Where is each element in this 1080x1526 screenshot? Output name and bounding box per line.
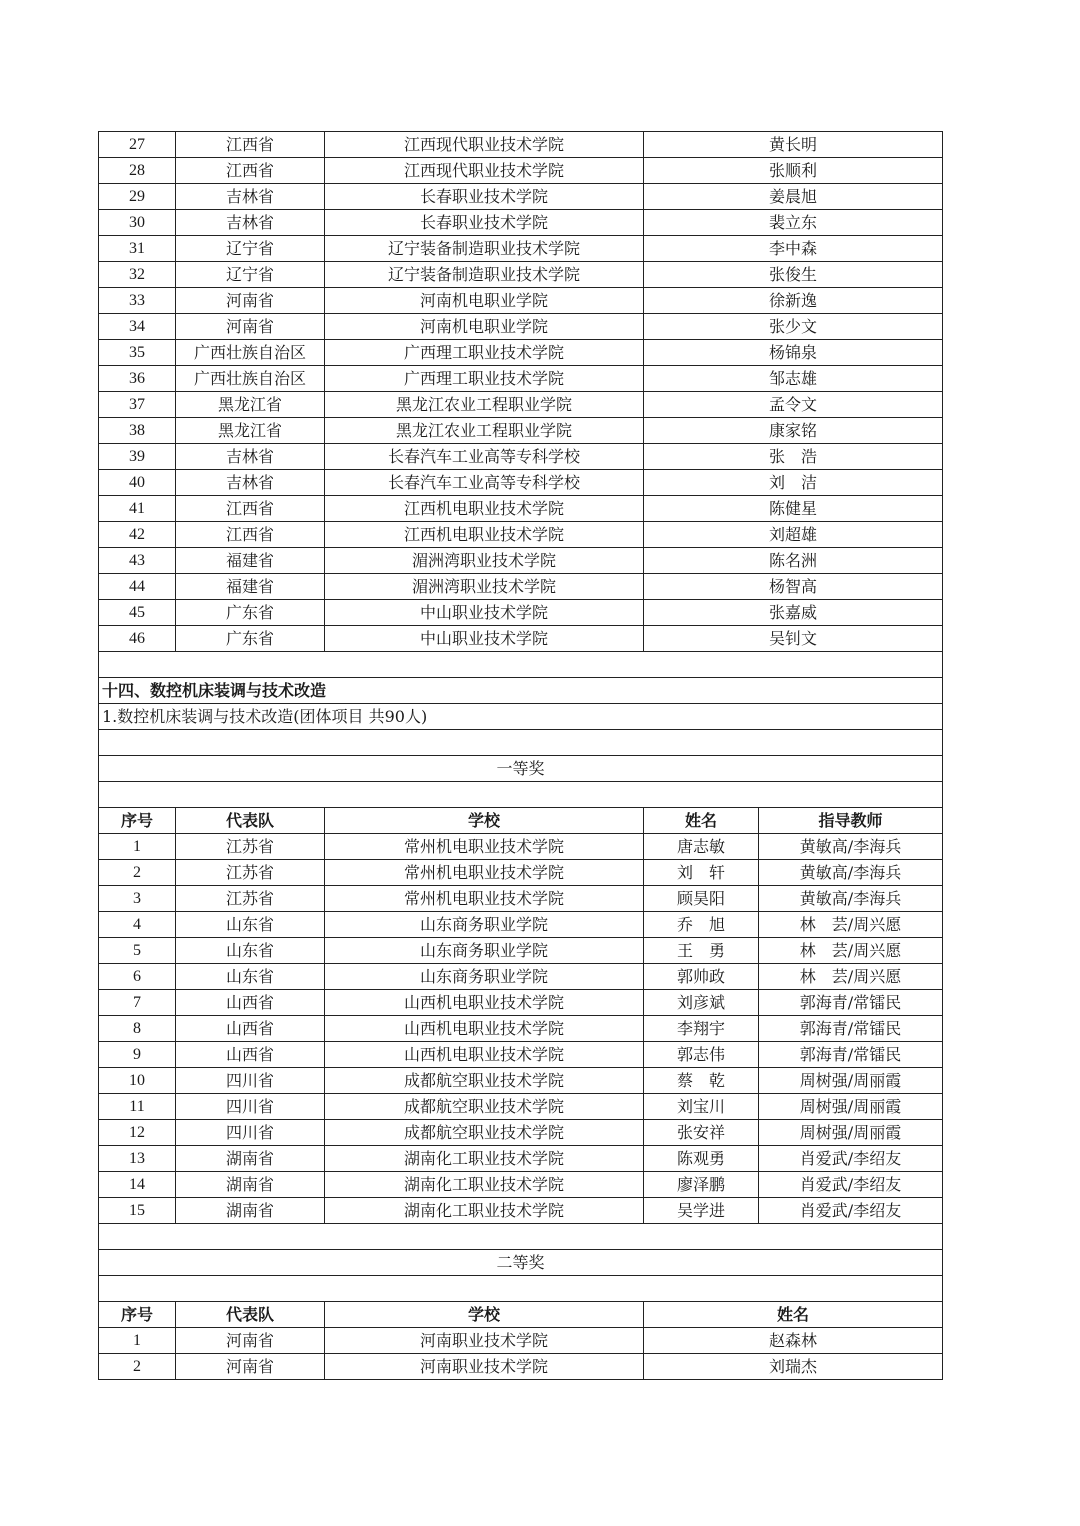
cell-index: 29 — [99, 184, 176, 210]
cell-name: 姜晨旭 — [644, 184, 943, 210]
cell-name: 张安祥 — [644, 1120, 759, 1146]
cell-index: 14 — [99, 1172, 176, 1198]
cell-instructor: 肖爱武/李绍友 — [759, 1146, 943, 1172]
cell-index: 45 — [99, 600, 176, 626]
cell-school: 山西机电职业技术学院 — [325, 1016, 644, 1042]
cell-name: 裴立东 — [644, 210, 943, 236]
cell-school: 长春汽车工业高等专科学校 — [325, 444, 644, 470]
cell-team: 湖南省 — [176, 1146, 325, 1172]
cell-index: 40 — [99, 470, 176, 496]
cell-school: 河南机电职业学院 — [325, 288, 644, 314]
cell-school: 成都航空职业技术学院 — [325, 1094, 644, 1120]
cell-team: 广东省 — [176, 626, 325, 652]
table-row — [99, 184, 943, 210]
blank-row — [99, 1276, 943, 1302]
cell-index: 3 — [99, 886, 176, 912]
cell-name: 吴钊文 — [644, 626, 943, 652]
cell-index: 43 — [99, 548, 176, 574]
table-row — [99, 1068, 943, 1094]
cell-name: 郭帅政 — [644, 964, 759, 990]
cell-school: 长春职业技术学院 — [325, 210, 644, 236]
cell-school: 湄洲湾职业技术学院 — [325, 548, 644, 574]
cell-team: 河南省 — [176, 288, 325, 314]
cell-instructor: 黄敏高/李海兵 — [759, 886, 943, 912]
table-row — [99, 600, 943, 626]
cell-team: 辽宁省 — [176, 236, 325, 262]
cell-instructor: 肖爱武/李绍友 — [759, 1198, 943, 1224]
cell-index: 35 — [99, 340, 176, 366]
cell-name: 刘瑞杰 — [644, 1354, 943, 1380]
cell-team: 广西壮族自治区 — [176, 366, 325, 392]
cell-instructor: 黄敏高/李海兵 — [759, 834, 943, 860]
cell-team: 河南省 — [176, 314, 325, 340]
cell-instructor: 黄敏高/李海兵 — [759, 860, 943, 886]
table-row — [99, 262, 943, 288]
cell-school: 湖南化工职业技术学院 — [325, 1146, 644, 1172]
cell-name: 陈观勇 — [644, 1146, 759, 1172]
cell-instructor: 周树强/周丽霞 — [759, 1094, 943, 1120]
cell-team: 福建省 — [176, 574, 325, 600]
blank-cell — [99, 652, 943, 678]
cell-school: 山东商务职业学院 — [325, 964, 644, 990]
cell-team: 辽宁省 — [176, 262, 325, 288]
cell-school: 黑龙江农业工程职业学院 — [325, 418, 644, 444]
cell-index: 28 — [99, 158, 176, 184]
cell-school: 常州机电职业技术学院 — [325, 860, 644, 886]
cell-school: 辽宁装备制造职业技术学院 — [325, 236, 644, 262]
cell-name: 张嘉威 — [644, 600, 943, 626]
table-row — [99, 132, 943, 158]
cell-team: 山东省 — [176, 912, 325, 938]
blank-row — [99, 652, 943, 678]
table-row — [99, 470, 943, 496]
table-row — [99, 1354, 943, 1380]
blank-row — [99, 782, 943, 808]
cell-instructor: 郭海青/常镭民 — [759, 1042, 943, 1068]
cell-index: 30 — [99, 210, 176, 236]
cell-instructor: 林 芸/周兴愿 — [759, 912, 943, 938]
header-school: 学校 — [325, 1302, 644, 1328]
table-row — [99, 340, 943, 366]
table-row — [99, 366, 943, 392]
cell-school: 广西理工职业技术学院 — [325, 366, 644, 392]
cell-school: 中山职业技术学院 — [325, 600, 644, 626]
cell-team: 吉林省 — [176, 470, 325, 496]
cell-index: 36 — [99, 366, 176, 392]
cell-team: 河南省 — [176, 1354, 325, 1380]
table-row — [99, 418, 943, 444]
cell-team: 山东省 — [176, 938, 325, 964]
cell-school: 辽宁装备制造职业技术学院 — [325, 262, 644, 288]
cell-index: 39 — [99, 444, 176, 470]
table-row — [99, 158, 943, 184]
award-list-body — [99, 132, 943, 1380]
table-row — [99, 522, 943, 548]
table-row — [99, 1328, 943, 1354]
cell-team: 黑龙江省 — [176, 418, 325, 444]
cell-instructor: 郭海青/常镭民 — [759, 1016, 943, 1042]
cell-name: 李翔宇 — [644, 1016, 759, 1042]
cell-index: 10 — [99, 1068, 176, 1094]
cell-school: 河南机电职业学院 — [325, 314, 644, 340]
cell-index: 32 — [99, 262, 176, 288]
header-index: 序号 — [99, 1302, 176, 1328]
cell-index: 42 — [99, 522, 176, 548]
cell-team: 吉林省 — [176, 184, 325, 210]
cell-name: 张 浩 — [644, 444, 943, 470]
table-row — [99, 886, 943, 912]
table-row — [99, 392, 943, 418]
table-row — [99, 860, 943, 886]
cell-name: 刘彦斌 — [644, 990, 759, 1016]
cell-team: 山西省 — [176, 1016, 325, 1042]
cell-name: 邹志雄 — [644, 366, 943, 392]
cell-team: 江西省 — [176, 132, 325, 158]
cell-name: 孟令文 — [644, 392, 943, 418]
cell-name: 刘 轩 — [644, 860, 759, 886]
cell-name: 郭志伟 — [644, 1042, 759, 1068]
cell-name: 刘 洁 — [644, 470, 943, 496]
cell-name: 廖泽鹏 — [644, 1172, 759, 1198]
cell-index: 6 — [99, 964, 176, 990]
cell-index: 9 — [99, 1042, 176, 1068]
header-team: 代表队 — [176, 1302, 325, 1328]
cell-index: 5 — [99, 938, 176, 964]
cell-name: 顾昊阳 — [644, 886, 759, 912]
cell-name: 刘宝川 — [644, 1094, 759, 1120]
cell-team: 福建省 — [176, 548, 325, 574]
cell-school: 湖南化工职业技术学院 — [325, 1198, 644, 1224]
table-row — [99, 938, 943, 964]
first-prize-title: 一等奖 — [99, 756, 943, 782]
cell-team: 吉林省 — [176, 444, 325, 470]
cell-school: 河南职业技术学院 — [325, 1354, 644, 1380]
cell-instructor: 肖爱武/李绍友 — [759, 1172, 943, 1198]
cell-school: 山西机电职业技术学院 — [325, 990, 644, 1016]
header-school: 学校 — [325, 808, 644, 834]
cell-name: 蔡 乾 — [644, 1068, 759, 1094]
cell-team: 湖南省 — [176, 1198, 325, 1224]
cell-name: 陈健星 — [644, 496, 943, 522]
cell-team: 黑龙江省 — [176, 392, 325, 418]
cell-name: 赵森林 — [644, 1328, 943, 1354]
cell-name: 徐新逸 — [644, 288, 943, 314]
cell-index: 15 — [99, 1198, 176, 1224]
table-row — [99, 964, 943, 990]
second-prize-title: 二等奖 — [99, 1250, 943, 1276]
cell-name: 乔 旭 — [644, 912, 759, 938]
section-title: 十四、数控机床装调与技术改造 — [99, 678, 943, 704]
table-row — [99, 990, 943, 1016]
table-row — [99, 1042, 943, 1068]
cell-index: 1 — [99, 834, 176, 860]
cell-school: 湖南化工职业技术学院 — [325, 1172, 644, 1198]
cell-team: 广东省 — [176, 600, 325, 626]
cell-index: 1 — [99, 1328, 176, 1354]
header-row — [99, 808, 943, 834]
table-row — [99, 1146, 943, 1172]
cell-team: 四川省 — [176, 1094, 325, 1120]
cell-team: 湖南省 — [176, 1172, 325, 1198]
cell-school: 山东商务职业学院 — [325, 912, 644, 938]
cell-instructor: 郭海青/常镭民 — [759, 990, 943, 1016]
table-row — [99, 1198, 943, 1224]
cell-name: 王 勇 — [644, 938, 759, 964]
cell-instructor: 林 芸/周兴愿 — [759, 964, 943, 990]
header-name: 姓名 — [644, 1302, 943, 1328]
cell-school: 河南职业技术学院 — [325, 1328, 644, 1354]
cell-school: 长春汽车工业高等专科学校 — [325, 470, 644, 496]
blank-cell — [99, 1276, 943, 1302]
cell-team: 山西省 — [176, 1042, 325, 1068]
header-index: 序号 — [99, 808, 176, 834]
cell-name: 刘超雄 — [644, 522, 943, 548]
cell-name: 黄长明 — [644, 132, 943, 158]
cell-school: 中山职业技术学院 — [325, 626, 644, 652]
cell-name: 杨智高 — [644, 574, 943, 600]
cell-name: 杨锦泉 — [644, 340, 943, 366]
table-row — [99, 288, 943, 314]
cell-name: 唐志敏 — [644, 834, 759, 860]
cell-school: 成都航空职业技术学院 — [325, 1120, 644, 1146]
cell-team: 四川省 — [176, 1120, 325, 1146]
table-row — [99, 496, 943, 522]
cell-index: 37 — [99, 392, 176, 418]
cell-index: 4 — [99, 912, 176, 938]
cell-index: 31 — [99, 236, 176, 262]
cell-index: 33 — [99, 288, 176, 314]
cell-index: 2 — [99, 1354, 176, 1380]
cell-team: 江苏省 — [176, 886, 325, 912]
subsection-title-row — [99, 704, 943, 730]
cell-index: 34 — [99, 314, 176, 340]
cell-index: 41 — [99, 496, 176, 522]
cell-team: 江西省 — [176, 158, 325, 184]
header-instructor: 指导教师 — [759, 808, 943, 834]
prize-title-row — [99, 756, 943, 782]
cell-school: 湄洲湾职业技术学院 — [325, 574, 644, 600]
cell-index: 11 — [99, 1094, 176, 1120]
cell-school: 长春职业技术学院 — [325, 184, 644, 210]
table-row — [99, 548, 943, 574]
cell-index: 46 — [99, 626, 176, 652]
cell-school: 常州机电职业技术学院 — [325, 886, 644, 912]
header-row — [99, 1302, 943, 1328]
cell-name: 陈名洲 — [644, 548, 943, 574]
cell-team: 河南省 — [176, 1328, 325, 1354]
cell-name: 李中森 — [644, 236, 943, 262]
blank-cell — [99, 782, 943, 808]
cell-team: 山东省 — [176, 964, 325, 990]
cell-school: 江西现代职业技术学院 — [325, 158, 644, 184]
cell-name: 张俊生 — [644, 262, 943, 288]
cell-team: 江苏省 — [176, 834, 325, 860]
cell-name: 张顺利 — [644, 158, 943, 184]
cell-school: 山西机电职业技术学院 — [325, 1042, 644, 1068]
cell-instructor: 林 芸/周兴愿 — [759, 938, 943, 964]
cell-school: 江西机电职业技术学院 — [325, 522, 644, 548]
cell-school: 黑龙江农业工程职业学院 — [325, 392, 644, 418]
cell-team: 江苏省 — [176, 860, 325, 886]
cell-team: 江西省 — [176, 522, 325, 548]
table-row — [99, 1016, 943, 1042]
header-team: 代表队 — [176, 808, 325, 834]
table-row — [99, 1094, 943, 1120]
section-title-row — [99, 678, 943, 704]
cell-school: 成都航空职业技术学院 — [325, 1068, 644, 1094]
table-row — [99, 912, 943, 938]
table-row — [99, 1172, 943, 1198]
prize-title-row — [99, 1250, 943, 1276]
cell-index: 44 — [99, 574, 176, 600]
cell-name: 康家铭 — [644, 418, 943, 444]
cell-team: 广西壮族自治区 — [176, 340, 325, 366]
cell-index: 38 — [99, 418, 176, 444]
cell-team: 四川省 — [176, 1068, 325, 1094]
cell-index: 7 — [99, 990, 176, 1016]
award-list-table — [98, 131, 943, 1380]
subsection-title: 1.数控机床装调与技术改造(团体项目 共90人) — [99, 704, 943, 730]
table-row — [99, 236, 943, 262]
cell-instructor: 周树强/周丽霞 — [759, 1120, 943, 1146]
table-row — [99, 1120, 943, 1146]
table-row — [99, 574, 943, 600]
blank-row — [99, 730, 943, 756]
cell-school: 广西理工职业技术学院 — [325, 340, 644, 366]
cell-school: 江西现代职业技术学院 — [325, 132, 644, 158]
cell-index: 13 — [99, 1146, 176, 1172]
cell-name: 吴学进 — [644, 1198, 759, 1224]
table-row — [99, 626, 943, 652]
header-name: 姓名 — [644, 808, 759, 834]
cell-school: 常州机电职业技术学院 — [325, 834, 644, 860]
table-row — [99, 314, 943, 340]
table-row — [99, 834, 943, 860]
table-row — [99, 210, 943, 236]
cell-team: 吉林省 — [176, 210, 325, 236]
cell-index: 2 — [99, 860, 176, 886]
cell-index: 12 — [99, 1120, 176, 1146]
cell-instructor: 周树强/周丽霞 — [759, 1068, 943, 1094]
cell-team: 山西省 — [176, 990, 325, 1016]
cell-index: 8 — [99, 1016, 176, 1042]
blank-row — [99, 1224, 943, 1250]
cell-team: 江西省 — [176, 496, 325, 522]
cell-school: 江西机电职业技术学院 — [325, 496, 644, 522]
cell-index: 27 — [99, 132, 176, 158]
cell-name: 张少文 — [644, 314, 943, 340]
table-row — [99, 444, 943, 470]
cell-school: 山东商务职业学院 — [325, 938, 644, 964]
blank-cell — [99, 730, 943, 756]
blank-cell — [99, 1224, 943, 1250]
